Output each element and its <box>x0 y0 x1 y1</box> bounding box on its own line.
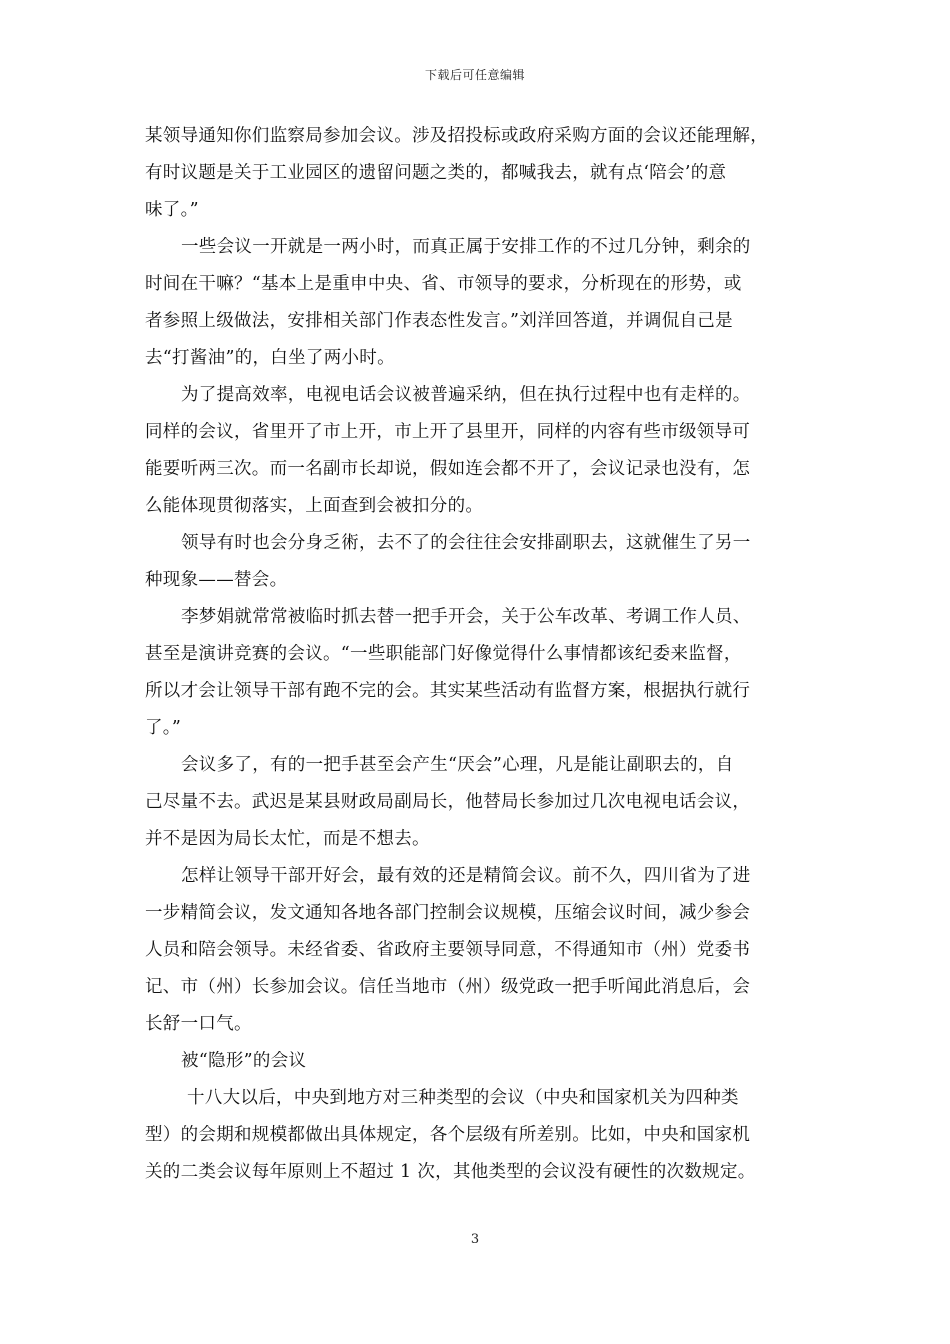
text-line: 十八大以后，中央到地方对三种类型的会议（中央和国家机关为四种类 <box>187 1088 739 1108</box>
section-heading: 被“隐形”的会议 <box>181 1051 307 1071</box>
text-line: 甚至是演讲竞赛的会议。“一些职能部门好像觉得什么事情都该纪委来监督， <box>145 644 742 664</box>
text-line: 记、市（州）长参加会议。信任当地市（州）级党政一把手听闻此消息后，会 <box>145 977 751 997</box>
text-line: 型）的会期和规模都做出具体规定，各个层级有所差别。比如，中央和国家机 <box>145 1125 751 1145</box>
body-text <box>145 118 810 1191</box>
text-line: 并不是因为局长太忙，而是不想去。 <box>145 829 430 849</box>
text-line: 同样的会议，省里开了市上开，市上开了县里开，同样的内容有些市级领导可 <box>145 422 751 442</box>
text-line: 么能体现贯彻落实，上面查到会被扣分的。 <box>145 496 484 516</box>
text-line: 人员和陪会领导。未经省委、省政府主要领导同意，不得通知市（州）党委书 <box>145 940 751 960</box>
page-number: 3 <box>470 1232 480 1247</box>
text-line: 领导有时也会分身乏術，去不了的会往往会安排副职去，这就催生了另一 <box>181 533 751 553</box>
text-line: 己尽量不去。武迟是某县财政局副局长，他替局长参加过几次电视电话会议， <box>145 792 751 812</box>
text-line: 去“打酱油”的，白坐了两小时。 <box>145 348 395 368</box>
text-line: 种现象——替会。 <box>145 570 288 590</box>
text-line: 为了提高效率，电视电话会议被普遍采纳，但在执行过程中也有走样的。 <box>181 385 751 405</box>
text-line: 了。” <box>145 718 182 738</box>
text-line: 长舒一口气。 <box>145 1014 252 1034</box>
text-line: 关的二类会议每年原则上不超过 1 次，其他类型的会议没有硬性的次数规定。 <box>145 1162 756 1182</box>
text-line: 一步精简会议，发文通知各地各部门控制会议规模，压缩会议时间，减少参会 <box>145 903 751 923</box>
text-line: 时间在干嘛？“基本上是重申中央、省、市领导的要求，分析现在的形势，或 <box>145 274 742 294</box>
text-line: 怎样让领导干部开好会，最有效的还是精简会议。前不久，四川省为了进 <box>181 866 751 886</box>
text-line: 李梦娟就常常被临时抓去替一把手开会，关于公车改革、考调工作人员、 <box>181 607 751 627</box>
text-line: 所以才会让领导干部有跑不完的会。其实某些活动有监督方案，根据执行就行 <box>145 681 751 701</box>
text-line: 会议多了，有的一把手甚至会产生“厌会”心理，凡是能让副职去的，自 <box>181 755 734 775</box>
text-line: 味了。” <box>145 200 199 220</box>
text-line: 某领导通知你们监察局参加会议。涉及招投标或政府采购方面的会议还能理解， <box>145 126 768 146</box>
text-line: 者参照上级做法，安排相关部门作表态性发言。”刘洋回答道，并调侃自己是 <box>145 311 733 331</box>
text-line: 一些会议一开就是一两小时，而真正属于安排工作的不过几分钟，剩余的 <box>181 237 751 257</box>
header-note: 下载后可任意编辑 <box>424 68 525 82</box>
text-line: 能要听两三次。而一名副市长却说，假如连会都不开了，会议记录也没有，怎 <box>145 459 751 479</box>
text-line: 有时议题是关于工业园区的遗留问题之类的，都喊我去，就有点‘陪会’的意 <box>145 163 727 183</box>
